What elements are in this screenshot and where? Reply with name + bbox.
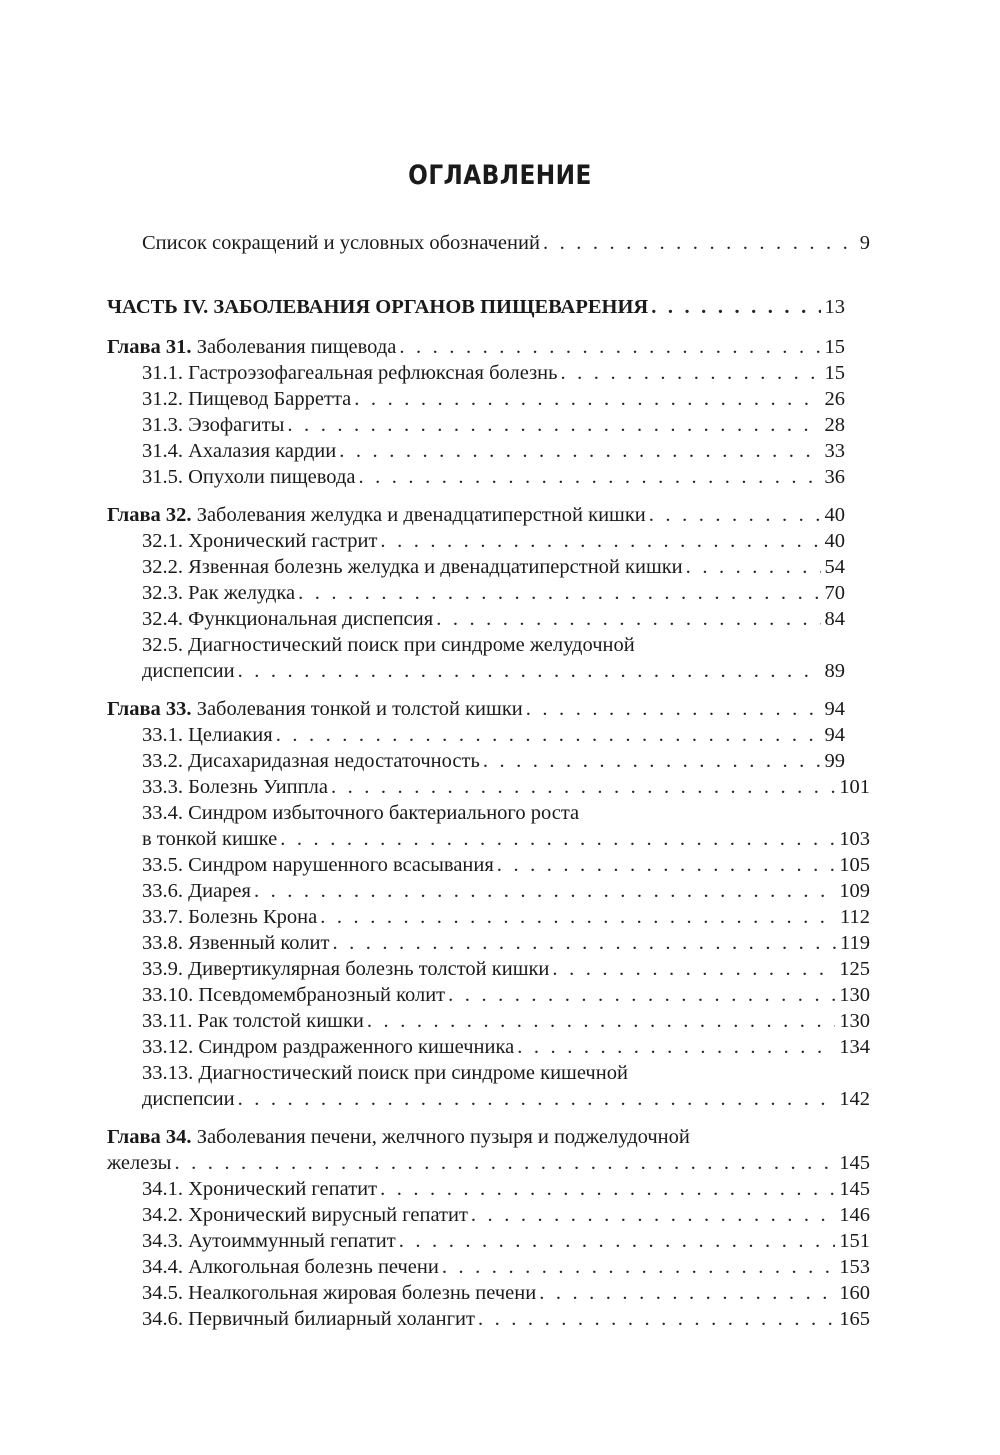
toc-page-number: 160 xyxy=(839,1282,870,1304)
toc-section[interactable] xyxy=(142,748,845,774)
toc-leader-dots xyxy=(526,696,821,722)
toc-section-label: 32.1. Хронический гастрит xyxy=(142,530,378,552)
toc-section[interactable] xyxy=(142,528,845,554)
toc-section[interactable] xyxy=(142,1306,870,1332)
chapter-prefix: Глава 33. xyxy=(107,698,192,720)
chapter-title: Заболевания печени, желчного пузыря и поджелудочной xyxy=(196,1126,690,1148)
toc-section-label-line2: в тонкой кишке xyxy=(142,828,278,850)
toc-page-number: 54 xyxy=(824,556,845,578)
toc-leader-dots xyxy=(478,1306,835,1332)
toc-section-label: 34.6. Первичный билиарный холангит xyxy=(142,1308,475,1330)
toc-page-number: 146 xyxy=(839,1204,870,1226)
toc-page-number: 130 xyxy=(839,984,870,1006)
toc-leader-dots xyxy=(332,930,836,956)
toc-leader-dots xyxy=(436,606,820,632)
toc-page-number: 109 xyxy=(839,880,870,902)
toc-section[interactable] xyxy=(142,826,870,852)
toc-page-number: 13 xyxy=(824,296,845,318)
toc-section-label: 32.2. Язвенная болезнь желудка и двенадцатиперстной кишки xyxy=(142,556,683,578)
toc-leader-dots xyxy=(367,1008,835,1034)
toc-page-number: 15 xyxy=(824,362,845,384)
toc-leader-dots xyxy=(561,360,821,386)
toc-page-number: 105 xyxy=(839,854,870,876)
toc-section[interactable] xyxy=(142,982,870,1008)
toc-leader-dots xyxy=(287,412,820,438)
toc-leader-dots xyxy=(552,956,835,982)
toc-page-number: 40 xyxy=(824,504,845,526)
toc-leader-dots xyxy=(543,230,856,256)
toc-leader-dots xyxy=(254,878,835,904)
toc-section[interactable] xyxy=(142,1086,870,1112)
toc-page-number: 94 xyxy=(824,724,845,746)
toc-chapter-31[interactable] xyxy=(107,334,845,360)
toc-section-label: 33.5. Синдром нарушенного всасывания xyxy=(142,854,494,876)
toc-part-label: ЧАСТЬ IV. ЗАБОЛЕВАНИЯ ОРГАНОВ ПИЩЕВАРЕНИЯ xyxy=(107,296,649,318)
toc-page-number: 151 xyxy=(839,1230,870,1252)
toc-section[interactable] xyxy=(142,1254,870,1280)
toc-section-label: 33.2. Дисахаридазная недостаточность xyxy=(142,750,480,772)
toc-page-number: 26 xyxy=(824,388,845,410)
toc-page-number: 15 xyxy=(824,336,845,358)
toc-section-label: 34.4. Алкогольная болезнь печени xyxy=(142,1256,439,1278)
toc-leader-dots xyxy=(649,502,821,528)
toc-leader-dots xyxy=(651,294,820,320)
toc-section[interactable] xyxy=(142,774,870,800)
toc-page-number: 165 xyxy=(839,1308,870,1330)
toc-section-label: 31.3. Эзофагиты xyxy=(142,414,285,436)
toc-page-number: 70 xyxy=(824,582,845,604)
toc-leader-dots xyxy=(497,852,835,878)
toc-page-number: 9 xyxy=(859,232,870,254)
toc-section[interactable] xyxy=(142,904,870,930)
toc-section-label: 33.1. Целиакия xyxy=(142,724,273,746)
toc-leader-dots xyxy=(280,826,835,852)
toc-page-number: 145 xyxy=(839,1152,870,1174)
toc-section-label: 33.12. Синдром раздраженного кишечника xyxy=(142,1036,515,1058)
toc-leader-dots xyxy=(442,1254,835,1280)
page-title: ОГЛАВЛЕНИЕ xyxy=(408,160,592,191)
toc-leader-dots xyxy=(354,386,820,412)
toc-section[interactable] xyxy=(142,606,845,632)
toc-page-number: 153 xyxy=(839,1256,870,1278)
toc-page-number: 119 xyxy=(840,932,870,954)
toc-leader-dots xyxy=(686,554,821,580)
toc-section-label-line1[interactable]: 33.13. Диагностический поиск при синдроме кишечной xyxy=(142,1062,628,1084)
toc-section[interactable] xyxy=(142,722,845,748)
chapter-prefix: Глава 34. xyxy=(107,1126,192,1148)
toc-leader-dots xyxy=(539,1280,835,1306)
toc-section-label-line1[interactable]: 33.4. Синдром избыточного бактериального роста xyxy=(142,802,580,824)
toc-page-number: 112 xyxy=(840,906,870,928)
toc-section-label: 34.1. Хронический гепатит xyxy=(142,1178,378,1200)
toc-section-label: 31.5. Опухоли пищевода xyxy=(142,466,356,488)
toc-page-number: 145 xyxy=(839,1178,870,1200)
toc-leader-dots xyxy=(399,334,820,360)
chapter-prefix: Глава 31. xyxy=(107,336,192,358)
chapter-prefix: Глава 32. xyxy=(107,504,192,526)
toc-leader-dots xyxy=(298,580,820,606)
toc-section-label: 33.8. Язвенный колит xyxy=(142,932,330,954)
toc-section[interactable] xyxy=(142,1202,870,1228)
toc-section-label: 31.4. Ахалазия кардии xyxy=(142,440,337,462)
toc-page-number: 89 xyxy=(824,660,845,682)
toc-entry-abbreviations[interactable] xyxy=(142,230,870,256)
toc-section-label: 32.4. Функциональная диспепсия xyxy=(142,608,434,630)
toc-section-label-line2: диспепсии xyxy=(142,1088,235,1110)
toc-section[interactable] xyxy=(142,1176,870,1202)
toc-entry-label: Список сокращений и условных обозначений xyxy=(142,232,540,254)
toc-section[interactable] xyxy=(142,464,845,490)
toc-leader-dots xyxy=(320,904,836,930)
toc-section[interactable] xyxy=(142,1280,870,1306)
toc-chapter-34[interactable] xyxy=(107,1150,870,1176)
chapter-title-line2: железы xyxy=(107,1152,172,1174)
toc-leader-dots xyxy=(448,982,835,1008)
toc-page-number: 130 xyxy=(839,1010,870,1032)
toc-section-label: 33.7. Болезнь Крона xyxy=(142,906,318,928)
toc-section[interactable] xyxy=(142,956,870,982)
toc-section[interactable] xyxy=(142,878,870,904)
toc-leader-dots xyxy=(380,528,820,554)
toc-chapter-33[interactable] xyxy=(107,696,845,722)
toc-section-label: 31.2. Пищевод Барретта xyxy=(142,388,352,410)
toc-section-label: 34.5. Неалкогольная жировая болезнь печени xyxy=(142,1282,537,1304)
toc-section[interactable] xyxy=(142,1034,870,1060)
toc-leader-dots xyxy=(483,748,821,774)
toc-section[interactable] xyxy=(142,386,845,412)
toc-page-number: 84 xyxy=(824,608,845,630)
toc-page-number: 33 xyxy=(824,440,845,462)
chapter-title: Заболевания пищевода xyxy=(196,336,397,358)
toc-chapter-32[interactable] xyxy=(107,502,845,528)
toc-section-label-line2: диспепсии xyxy=(142,660,235,682)
toc-section[interactable] xyxy=(142,1228,870,1254)
chapter-title: Заболевания тонкой и толстой кишки xyxy=(196,698,523,720)
toc-page-number: 94 xyxy=(824,698,845,720)
toc-section-label: 34.2. Хронический вирусный гепатит xyxy=(142,1204,468,1226)
toc-page-number: 103 xyxy=(839,828,870,850)
toc-section[interactable] xyxy=(142,930,870,956)
toc-page-number: 125 xyxy=(839,958,870,980)
toc-page-number: 101 xyxy=(839,776,870,798)
toc-leader-dots xyxy=(517,1034,835,1060)
toc-section[interactable] xyxy=(142,554,845,580)
toc-section[interactable] xyxy=(142,852,870,878)
toc-section[interactable] xyxy=(142,438,845,464)
toc-leader-dots xyxy=(399,1228,836,1254)
toc-page-number: 40 xyxy=(824,530,845,552)
toc-section-label: 33.9. Дивертикулярная болезнь толстой кишки xyxy=(142,958,550,980)
toc-section[interactable] xyxy=(142,412,845,438)
toc-section[interactable] xyxy=(142,580,845,606)
toc-section-label: 33.10. Псевдомембранозный колит xyxy=(142,984,446,1006)
toc-page-number: 134 xyxy=(839,1036,870,1058)
toc-section-label-line1[interactable]: 32.5. Диагностический поиск при синдроме желудочной xyxy=(142,634,635,656)
toc-leader-dots xyxy=(380,1176,835,1202)
toc-page-number: 36 xyxy=(824,466,845,488)
toc-section-label: 33.6. Диарея xyxy=(142,880,251,902)
toc-section-label: 33.11. Рак толстой кишки xyxy=(142,1010,364,1032)
toc-section-label: 31.1. Гастроэзофагеальная рефлюксная болезнь xyxy=(142,362,558,384)
toc-leader-dots xyxy=(358,464,820,490)
toc-section[interactable] xyxy=(142,1008,870,1034)
toc-entry-part-4[interactable] xyxy=(107,294,845,320)
toc-section[interactable] xyxy=(142,658,845,684)
toc-page-number: 99 xyxy=(824,750,845,772)
chapter-title: Заболевания желудка и двенадцатиперстной кишки xyxy=(196,504,646,526)
toc-leader-dots xyxy=(331,774,835,800)
toc-page-number: 142 xyxy=(839,1088,870,1110)
toc-leader-dots xyxy=(339,438,820,464)
toc-leader-dots xyxy=(238,658,821,684)
toc-leader-dots xyxy=(238,1086,836,1112)
toc-chapter-34-line1[interactable] xyxy=(107,1124,690,1150)
toc-page-number: 28 xyxy=(824,414,845,436)
toc-section-label: 34.3. Аутоиммунный гепатит xyxy=(142,1230,396,1252)
toc-leader-dots xyxy=(174,1150,835,1176)
toc-section-label: 32.3. Рак желудка xyxy=(142,582,296,604)
toc-leader-dots xyxy=(276,722,821,748)
toc-section[interactable] xyxy=(142,360,845,386)
toc-leader-dots xyxy=(471,1202,835,1228)
toc-section-label: 33.3. Болезнь Уиппла xyxy=(142,776,328,798)
